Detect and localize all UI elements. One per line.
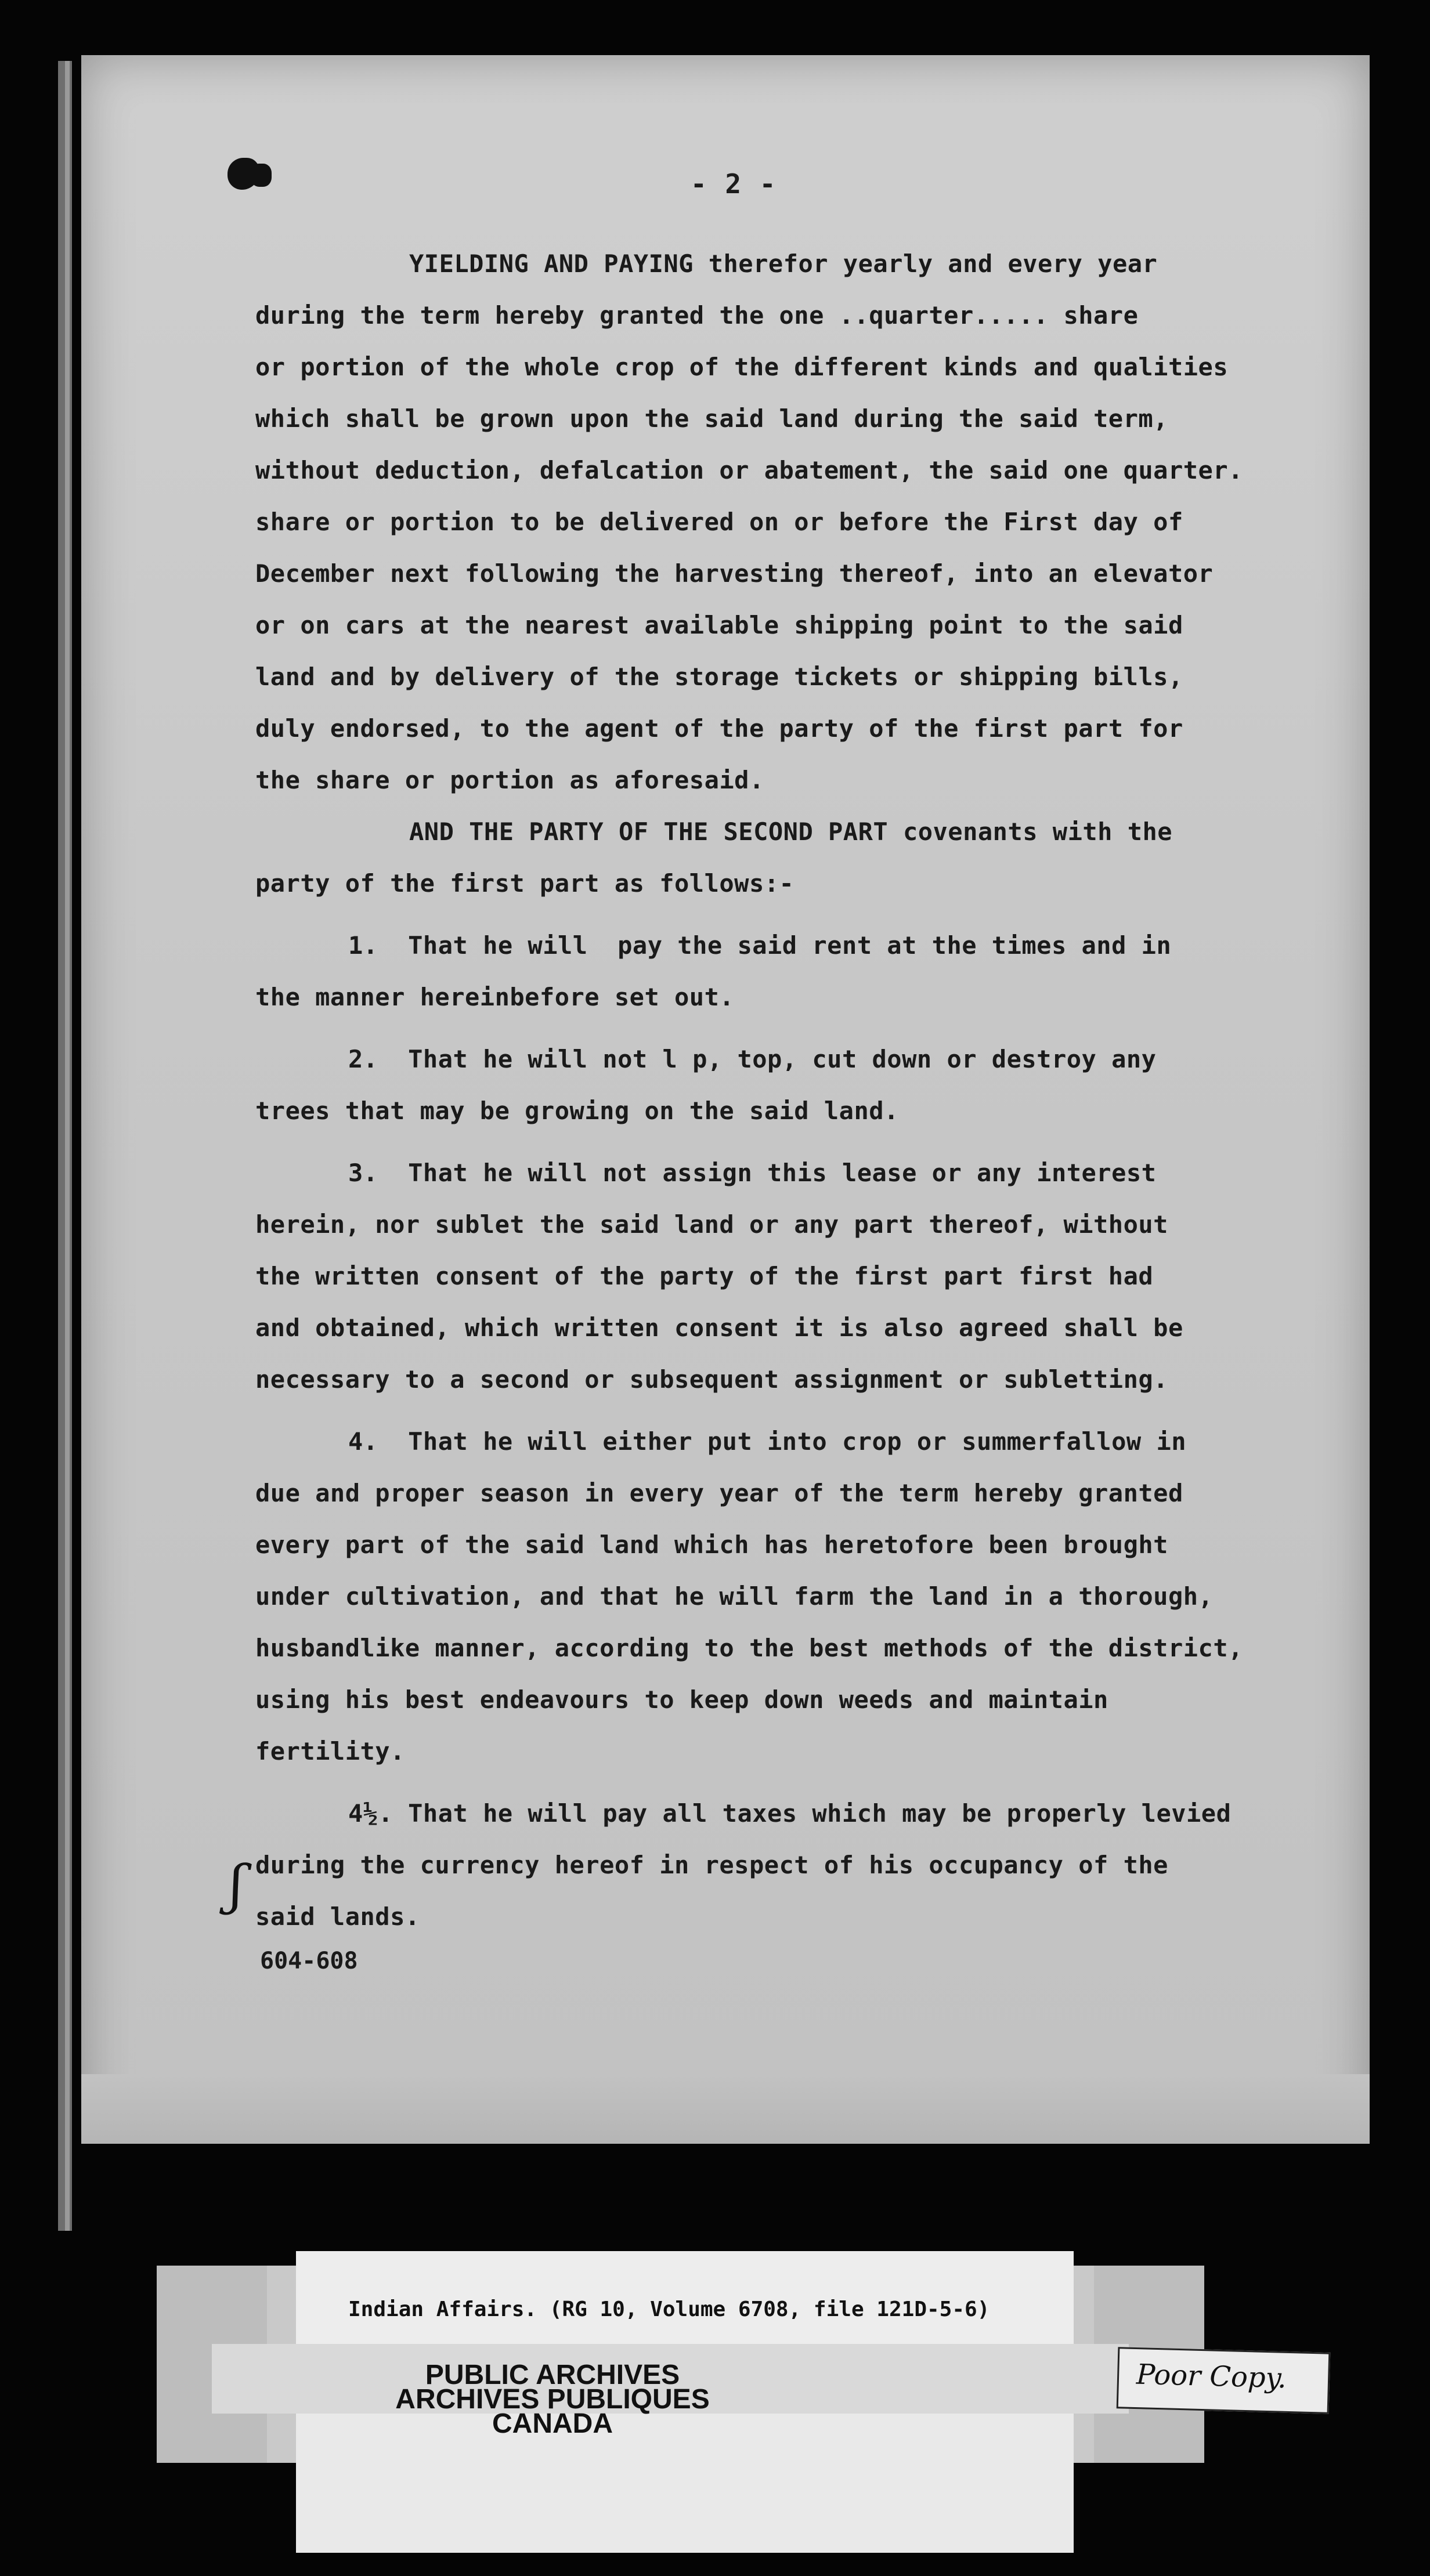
film-edge-strip [65,61,70,2231]
text-line: the written consent of the party of the first part first had [255,1262,1154,1290]
text-line: which shall be grown upon the said land during the said term, [255,404,1168,433]
text-line: 4½. That he will pay all taxes which may be properly levied [348,1799,1232,1828]
handwritten-note: Poor Copy. [1136,2358,1287,2395]
file-reference: 604-608 [260,1948,358,1974]
archive-name-line: PUBLIC ARCHIVES [425,2360,680,2390]
text-line: herein, nor sublet the said land or any part thereof, without [255,1210,1168,1239]
text-line: or portion of the whole crop of the different kinds and qualities [255,353,1229,381]
text-line: necessary to a second or subsequent assignment or subletting. [255,1365,1168,1394]
text-line: duly endorsed, to the agent of the party of the first part for [255,714,1183,743]
text-line: husbandlike manner, according to the best methods of the district, [255,1634,1243,1662]
text-line: the share or portion as aforesaid. [255,766,764,794]
text-line: every part of the said land which has heretofore been brought [255,1531,1168,1559]
text-line: trees that may be growing on the said land. [255,1097,899,1125]
text-line: using his best endeavours to keep down weeds and maintain [255,1685,1108,1714]
text-line: 3. That he will not assign this lease or any interest [348,1159,1157,1187]
document-body [255,238,1294,1942]
text-line: during the currency hereof in respect of his occupancy of the [255,1851,1168,1879]
text-line: during the term hereby granted the one ..quarter..... share [255,301,1139,330]
page-number: - 2 - [691,168,777,200]
text-line: the manner hereinbefore set out. [255,983,735,1011]
page-bottom-edge [81,2074,1370,2144]
text-line: without deduction, defalcation or abatement, the said one quarter. [255,456,1243,484]
text-line: due and proper season in every year of the term hereby granted [255,1479,1183,1507]
text-line: and obtained, which written consent it is also agreed shall be [255,1314,1183,1342]
text-line: share or portion to be delivered on or before the First day of [255,508,1183,536]
archive-name-line: CANADA [492,2408,613,2439]
archive-reference: Indian Affairs. (RG 10, Volume 6708, file 121D-5-6) [348,2298,990,2321]
archive-name-line: ARCHIVES PUBLIQUES [395,2384,710,2415]
text-line: YIELDING AND PAYING therefor yearly and every year [409,249,1158,278]
ink-blot-icon [251,164,272,187]
text-line: under cultivation, and that he will farm the land in a thorough, [255,1582,1214,1611]
margin-bracket-icon: ʃ [229,1854,244,1916]
text-line: fertility. [255,1737,405,1765]
text-line: land and by delivery of the storage tickets or shipping bills, [255,663,1183,691]
text-line: 1. That he will pay the said rent at the times and in [348,931,1172,960]
text-line: 2. That he will not l p, top, cut down or destroy any [348,1045,1157,1073]
text-line: December next following the harvesting thereof, into an elevator [255,559,1214,588]
text-line: 4. That he will either put into crop or summerfallow in [348,1427,1187,1456]
text-line: said lands. [255,1902,420,1931]
text-line: AND THE PARTY OF THE SECOND PART covenants with the [409,817,1173,846]
text-line: party of the first part as follows:- [255,869,795,898]
text-line: or on cars at the nearest available shipping point to the said [255,611,1183,639]
